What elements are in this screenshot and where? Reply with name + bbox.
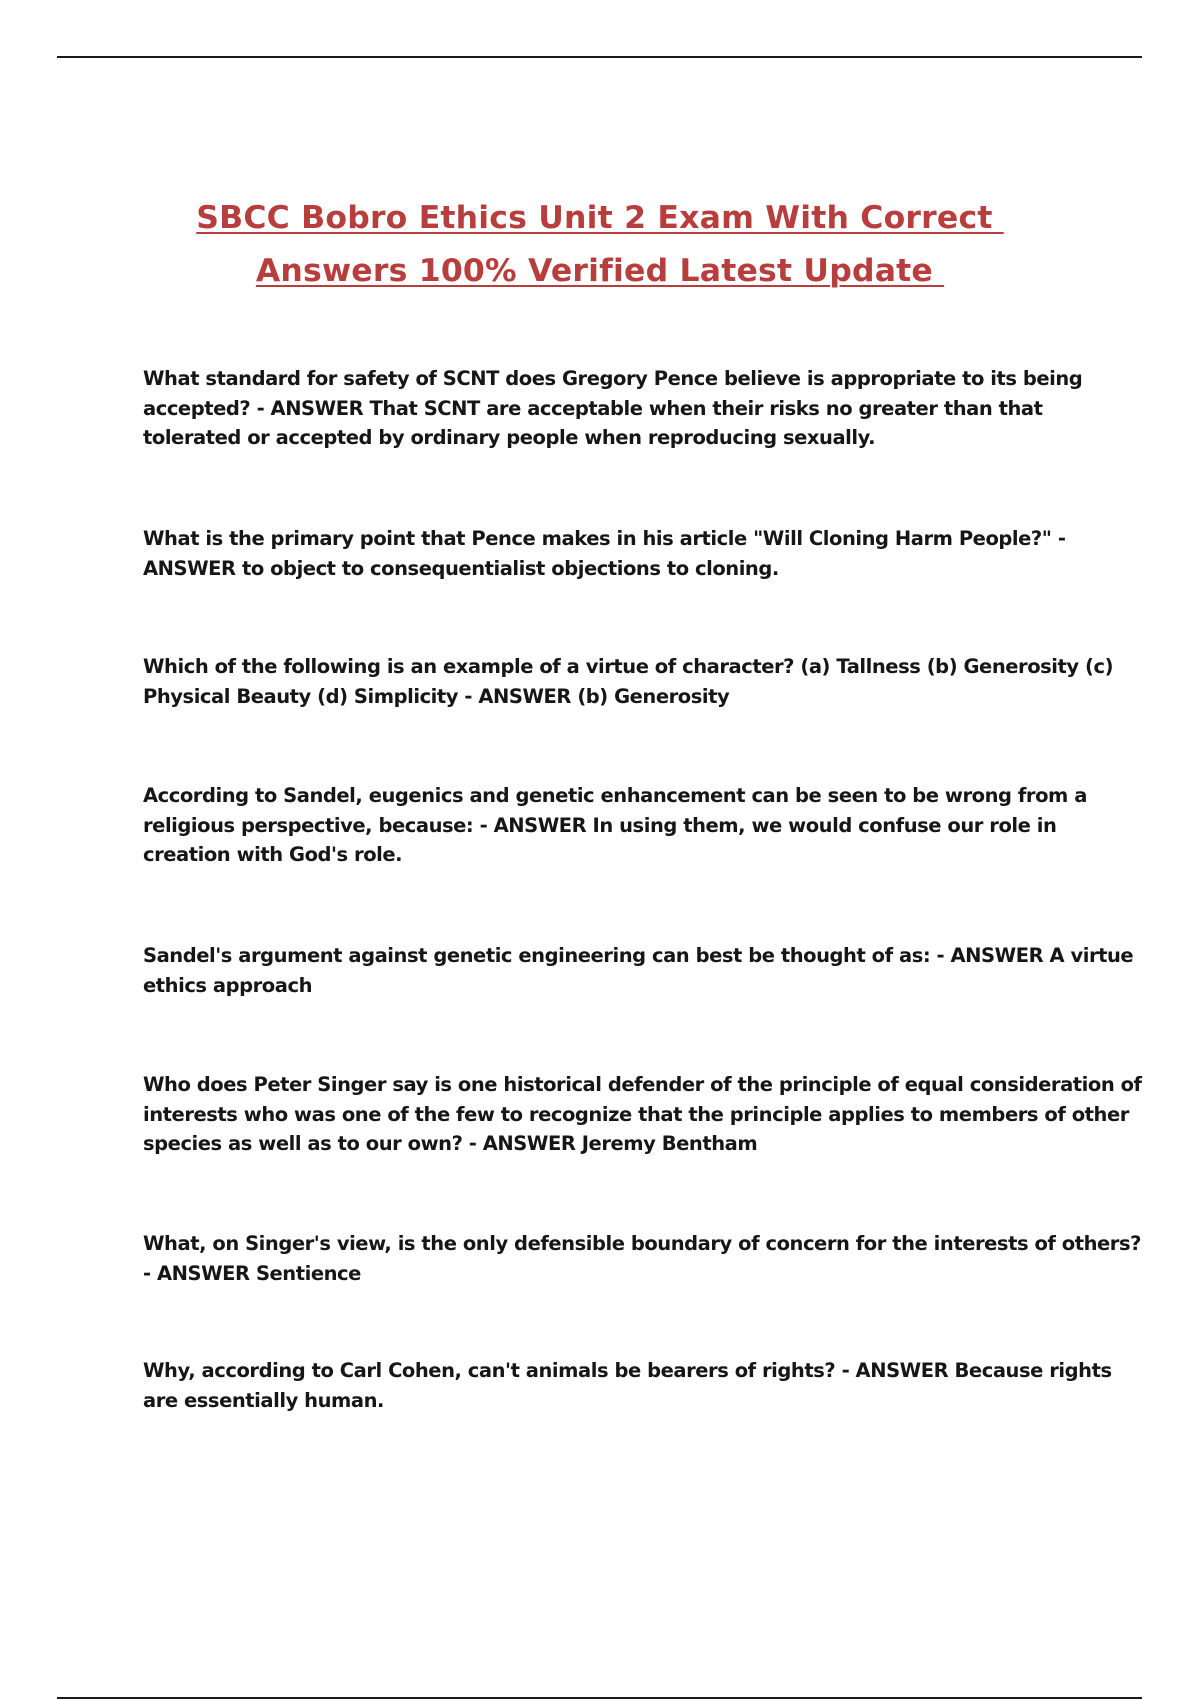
question-text: What is the primary point that Pence makes in his article "Will Cloning Harm People?" - ANSWER xyxy=(143,527,1066,580)
question-text: What standard for safety of SCNT does Gregory Pence believe is appropriate to its being accepted? - ANSWER xyxy=(143,367,1083,420)
answer-text: Jeremy Bentham xyxy=(581,1132,758,1155)
question-text: Why, according to Carl Cohen, can't animals be bearers of rights? - ANSWER xyxy=(143,1359,949,1382)
qa-item-5 xyxy=(143,941,1143,1000)
title-line-2: Answers 100% Verified Latest Update xyxy=(255,253,945,289)
question-text: Sandel's argument against genetic engineering can best be thought of as: - ANSWER xyxy=(143,944,1044,967)
answer-text: Sentience xyxy=(255,1261,361,1285)
bottom-rule xyxy=(57,1697,1142,1699)
question-text: What, on Singer's view, is the only defensible boundary of concern for the interests of others? - ANSWER xyxy=(143,1232,1141,1285)
top-rule xyxy=(57,56,1142,58)
qa-item-2 xyxy=(143,524,1143,583)
title-line-2-wrap xyxy=(150,245,1050,298)
qa-item-3 xyxy=(143,652,1143,711)
answer-text: (b) Generosity xyxy=(577,684,730,708)
question-text: According to Sandel, eugenics and genetic enhancement can be seen to be wrong from a religious perspective, because: - ANSWER xyxy=(143,784,1087,837)
title-line-1: SBCC Bobro Ethics Unit 2 Exam With Correct xyxy=(196,200,1004,236)
answer-text: Because rights are essentially human. xyxy=(143,1359,1112,1412)
qa-item-1 xyxy=(143,364,1143,453)
question-text: Which of the following is an example of a virtue of character? (a) Tallness (b) Generosity (c) Physical Beauty (d) Simplicity - ANSWER xyxy=(143,655,1114,708)
answer-text: A virtue ethics approach xyxy=(143,944,1134,997)
answer-text: In using them, we would confuse our role in creation with God's role. xyxy=(143,813,1057,866)
qa-item-6 xyxy=(143,1070,1143,1159)
title-line-1-wrap xyxy=(150,192,1050,245)
qa-item-4 xyxy=(143,781,1143,870)
document-title xyxy=(150,192,1050,298)
answer-text: That SCNT are acceptable when their risks no greater than that tolerated or accepted by ordinary people when reproducing sexually. xyxy=(143,396,1043,449)
answer-text: to object to consequentialist objections to cloning. xyxy=(241,556,779,580)
qa-item-7 xyxy=(143,1229,1143,1288)
qa-item-8 xyxy=(143,1356,1143,1415)
question-text: Who does Peter Singer say is one historical defender of the principle of equal consideration of interests who was one of the few to recognize that the principle applies to members of other species as well as to our own? - ANSWER xyxy=(143,1073,1142,1155)
